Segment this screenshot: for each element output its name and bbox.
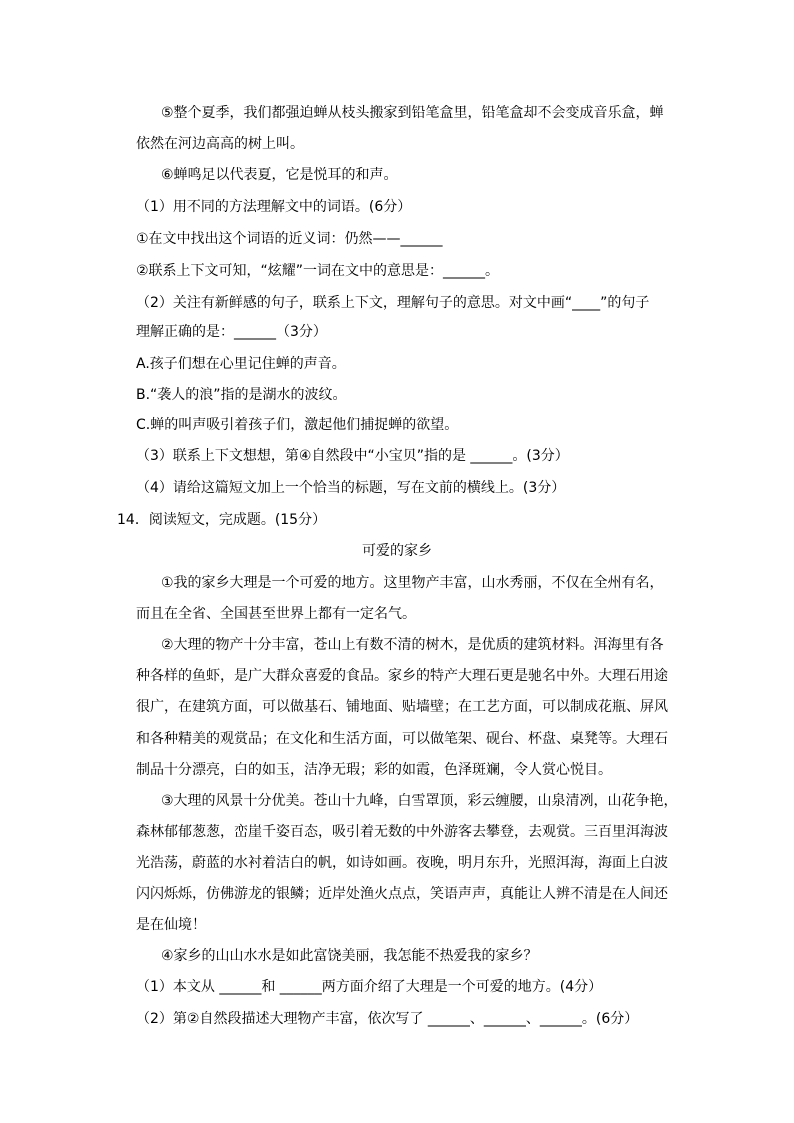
q14-paragraph-2-line-2: 种各样的鱼虾，是广大群众喜爱的食品。家乡的特产大理石更是驰名中外。大理石用途 <box>136 668 668 684</box>
q14-paragraph-3-line-2: 森林郁郁葱葱，峦崖千姿百态，吸引着无数的中外游客去攀登，去观赏。三百里洱海波 <box>136 824 668 840</box>
q14-sub2: （2）第②自然段描述大理物产丰富，依次写了 ______、______、______。(6分） <box>136 1011 639 1027</box>
q14-paragraph-3-line-5: 是在仙境！ <box>136 917 206 933</box>
q14-paragraph-4: ④家乡的山山水水是如此富饶美丽，我怎能不热爱我的家乡？ <box>161 948 538 964</box>
q14-paragraph-2-line-1: ②大理的物产十分丰富，苍山上有数不清的树木，是优质的建筑材料。洱海里有各 <box>161 637 664 653</box>
paragraph-5-line-2: 依然在河边高高的树上叫。 <box>136 136 304 152</box>
paragraph-5-line-1: ⑤整个夏季，我们都强迫蝉从枝头搬家到铅笔盒里，铅笔盒却不会变成音乐盒，蝉 <box>161 105 664 121</box>
q13-option-c: C.蝉的叫声吸引着孩子们，激起他们捕捉蝉的欲望。 <box>136 417 459 433</box>
q13-sub1-a: ①在文中找出这个词语的近义词：仍然——______ <box>136 231 443 247</box>
q13-sub1-title: （1）用不同的方法理解文中的词语。(6分） <box>136 199 412 215</box>
q14-paragraph-1-line-1: ①我的家乡大理是一个可爱的地方。这里物产丰富，山水秀丽，不仅在全州有名， <box>161 575 664 591</box>
passage-title: 可爱的家乡 <box>362 543 432 559</box>
q14-paragraph-3-line-3: 光浩荡，蔚蓝的水衬着洁白的帆，如诗如画。夜晚，明月东升，光照洱海，海面上白波 <box>136 855 668 871</box>
q14-sub1: （1）本文从 ______和 ______两方面介绍了大理是一个可爱的地方。(4分） <box>136 979 603 995</box>
q14-paragraph-2-line-4: 和各种精美的观赏品；在文化和生活方面，可以做笔架、砚台、杯盘、桌凳等。大理石 <box>136 731 668 747</box>
q13-sub3: （3）联系上下文想想，第④自然段中“小宝贝”指的是 ______。(3分） <box>136 448 569 464</box>
q14-paragraph-1-line-2: 而且在全省、全国甚至世界上都有一定名气。 <box>136 606 416 622</box>
q13-option-b: B.“袭人的浪”指的是湖水的波纹。 <box>136 387 347 403</box>
q13-sub2-line-2: 理解正确的是：______（3分） <box>136 324 327 340</box>
q13-sub1-b: ②联系上下文可知，“炫耀”一词在文中的意思是：______。 <box>136 263 500 279</box>
q14-paragraph-2-line-5: 制品十分漂亮，白的如玉，洁净无瑕；彩的如霞，色泽斑斓，令人赏心悦目。 <box>136 762 612 778</box>
q13-sub2-line-1: （2）关注有新鲜感的句子，联系上下文，理解句子的意思。对文中画“____”的句子 <box>136 295 650 311</box>
paragraph-6: ⑥蝉鸣足以代表夏，它是悦耳的和声。 <box>161 167 398 183</box>
q14-paragraph-3-line-1: ③大理的风景十分优美。苍山十九峰，白雪罩顶，彩云缠腰，山泉清冽，山花争艳， <box>161 793 678 809</box>
q14-paragraph-2-line-3: 很广，在建筑方面，可以做基石、铺地面、贴墙壁；在工艺方面，可以制成花瓶、屏风 <box>136 699 668 715</box>
q13-option-a: A.孩子们想在心里记住蝉的声音。 <box>136 356 346 372</box>
q13-sub4: （4）请给这篇短文加上一个恰当的标题，写在文前的横线上。(3分） <box>136 480 566 496</box>
q14-heading: 14．阅读短文，完成题。(15分） <box>117 512 327 528</box>
q14-paragraph-3-line-4: 闪闪烁烁，仿佛游龙的银鳞；近岸处渔火点点，笑语声声，真能让人辨不清是在人间还 <box>136 886 668 902</box>
